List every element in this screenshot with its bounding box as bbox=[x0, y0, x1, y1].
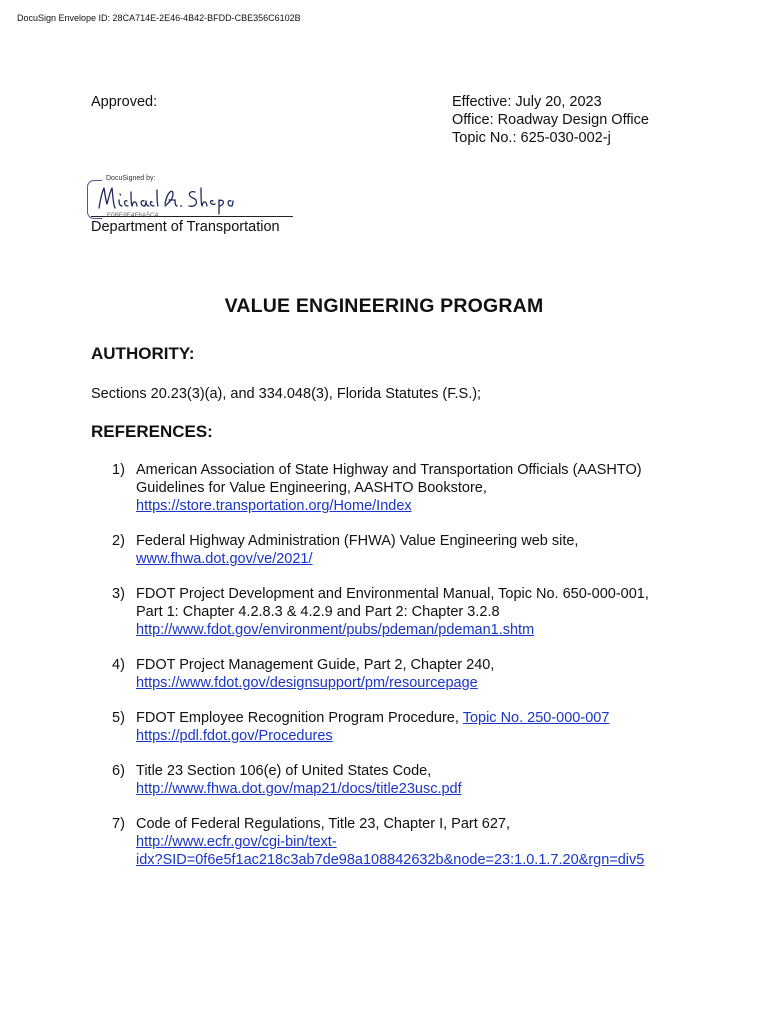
reference-text: Federal Highway Administration (FHWA) Value Engineering web site, bbox=[136, 533, 579, 549]
reference-item bbox=[112, 585, 649, 639]
reference-text: FDOT Project Development and Environmental Manual, Topic No. 650-000-001, bbox=[136, 586, 649, 602]
reference-number: 1) bbox=[112, 462, 125, 478]
office-name: Office: Roadway Design Office bbox=[452, 112, 649, 128]
reference-link-continued[interactable]: idx?SID=0f6e5f1ac218c3ab7de98a108842632b&node=23:1.0.1.7.20&rgn=div5 bbox=[136, 852, 645, 868]
reference-text: FDOT Employee Recognition Program Procedure, bbox=[136, 710, 459, 726]
reference-item bbox=[112, 709, 649, 745]
handwritten-signature bbox=[95, 182, 235, 216]
reference-text: Title 23 Section 106(e) of United States Code, bbox=[136, 763, 432, 779]
reference-item bbox=[112, 532, 649, 568]
topic-number: Topic No.: 625-030-002-j bbox=[452, 130, 611, 146]
docusign-caption: DocuSigned by: bbox=[106, 175, 156, 182]
reference-item bbox=[112, 461, 649, 515]
references-list bbox=[112, 461, 649, 886]
reference-inline-link[interactable]: Topic No. 250-000-007 bbox=[462, 710, 610, 726]
authority-heading: AUTHORITY: bbox=[91, 344, 195, 363]
reference-text: Guidelines for Value Engineering, AASHTO Bookstore, bbox=[136, 480, 487, 496]
reference-link[interactable]: https://pdl.fdot.gov/Procedures bbox=[136, 728, 333, 744]
reference-item bbox=[112, 815, 649, 869]
reference-text: American Association of State Highway and Transportation Officials (AASHTO) bbox=[136, 462, 642, 478]
reference-item bbox=[112, 656, 649, 692]
reference-number: 2) bbox=[112, 533, 125, 549]
reference-text: Part 1: Chapter 4.2.8.3 & 4.2.9 and Part 2: Chapter 3.2.8 bbox=[136, 604, 500, 620]
reference-link[interactable]: https://store.transportation.org/Home/Index bbox=[136, 498, 412, 514]
reference-number: 7) bbox=[112, 816, 125, 832]
reference-link[interactable]: www.fhwa.dot.gov/ve/2021/ bbox=[136, 551, 313, 567]
reference-number: 5) bbox=[112, 710, 125, 726]
reference-number: 3) bbox=[112, 586, 125, 602]
reference-link[interactable]: http://www.fhwa.dot.gov/map21/docs/title23usc.pdf bbox=[136, 781, 462, 797]
reference-text: Code of Federal Regulations, Title 23, Chapter I, Part 627, bbox=[136, 816, 510, 832]
approved-label: Approved: bbox=[91, 94, 158, 110]
reference-link[interactable]: http://www.fdot.gov/environment/pubs/pdeman/pdeman1.shtm bbox=[136, 622, 535, 638]
docusign-envelope-id: DocuSign Envelope ID: 28CA714E-2E46-4B42-BFDD-CBE356C6102B bbox=[17, 13, 301, 23]
document-title: VALUE ENGINEERING PROGRAM bbox=[224, 295, 544, 317]
reference-link[interactable]: http://www.ecfr.gov/cgi-bin/text- bbox=[136, 834, 337, 850]
effective-date: Effective: July 20, 2023 bbox=[452, 94, 602, 110]
reference-text: FDOT Project Management Guide, Part 2, Chapter 240, bbox=[136, 657, 495, 673]
reference-number: 6) bbox=[112, 763, 125, 779]
signature-line bbox=[91, 216, 293, 217]
department-name: Department of Transportation bbox=[91, 219, 280, 235]
reference-item bbox=[112, 762, 649, 798]
reference-link[interactable]: https://www.fdot.gov/designsupport/pm/resourcepage bbox=[136, 675, 478, 691]
references-heading: REFERENCES: bbox=[91, 422, 213, 441]
authority-text: Sections 20.23(3)(a), and 334.048(3), Florida Statutes (F.S.); bbox=[91, 386, 482, 402]
reference-number: 4) bbox=[112, 657, 125, 673]
